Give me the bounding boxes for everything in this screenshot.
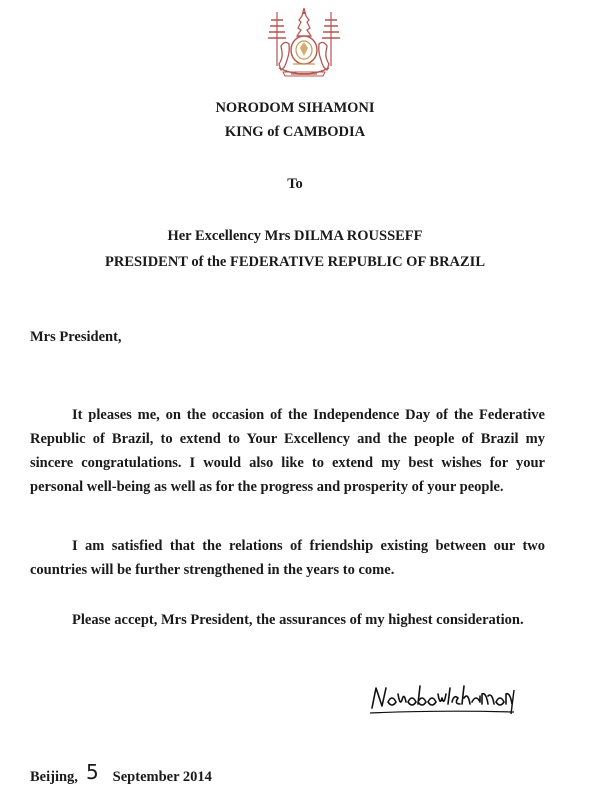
body-paragraph-3-text: Please accept, Mrs President, the assurances of my highest consideration.	[72, 612, 524, 628]
body-paragraph-2-text: I am satisfied that the relations of friendship existing between our two countries will be further strengthened in the years to come.	[30, 538, 545, 578]
body-paragraph-1	[30, 403, 545, 499]
salutation: Mrs President,	[30, 329, 122, 345]
place: Beijing,	[30, 769, 78, 785]
sender-title: KING of CAMBODIA	[224, 124, 366, 140]
month-year: September 2014	[112, 769, 212, 785]
handwritten-day: 5	[85, 760, 99, 784]
royal-emblem-icon	[263, 6, 345, 84]
body-paragraph-3	[30, 608, 545, 632]
recipient-title: PRESIDENT of the FEDERATIVE REPUBLIC OF BRAZIL	[104, 254, 485, 270]
date-line	[30, 762, 212, 786]
to-label: To	[287, 176, 303, 192]
sender-name: NORODOM SIHAMONI	[215, 100, 375, 116]
body-paragraph-2	[30, 534, 545, 582]
body-paragraph-1-text: It pleases me, on the occasion of the Independence Day of the Federative Republic of Brazil, to extend to Your Excellency and the people of Brazil my sincere congratulations. I would also like to extend my best wishes for your personal well-being as well as for the progress and prosperity of your people.	[30, 407, 545, 495]
handwritten-signature	[368, 680, 518, 720]
recipient-name: Her Excellency Mrs DILMA ROUSSEFF	[167, 228, 423, 244]
